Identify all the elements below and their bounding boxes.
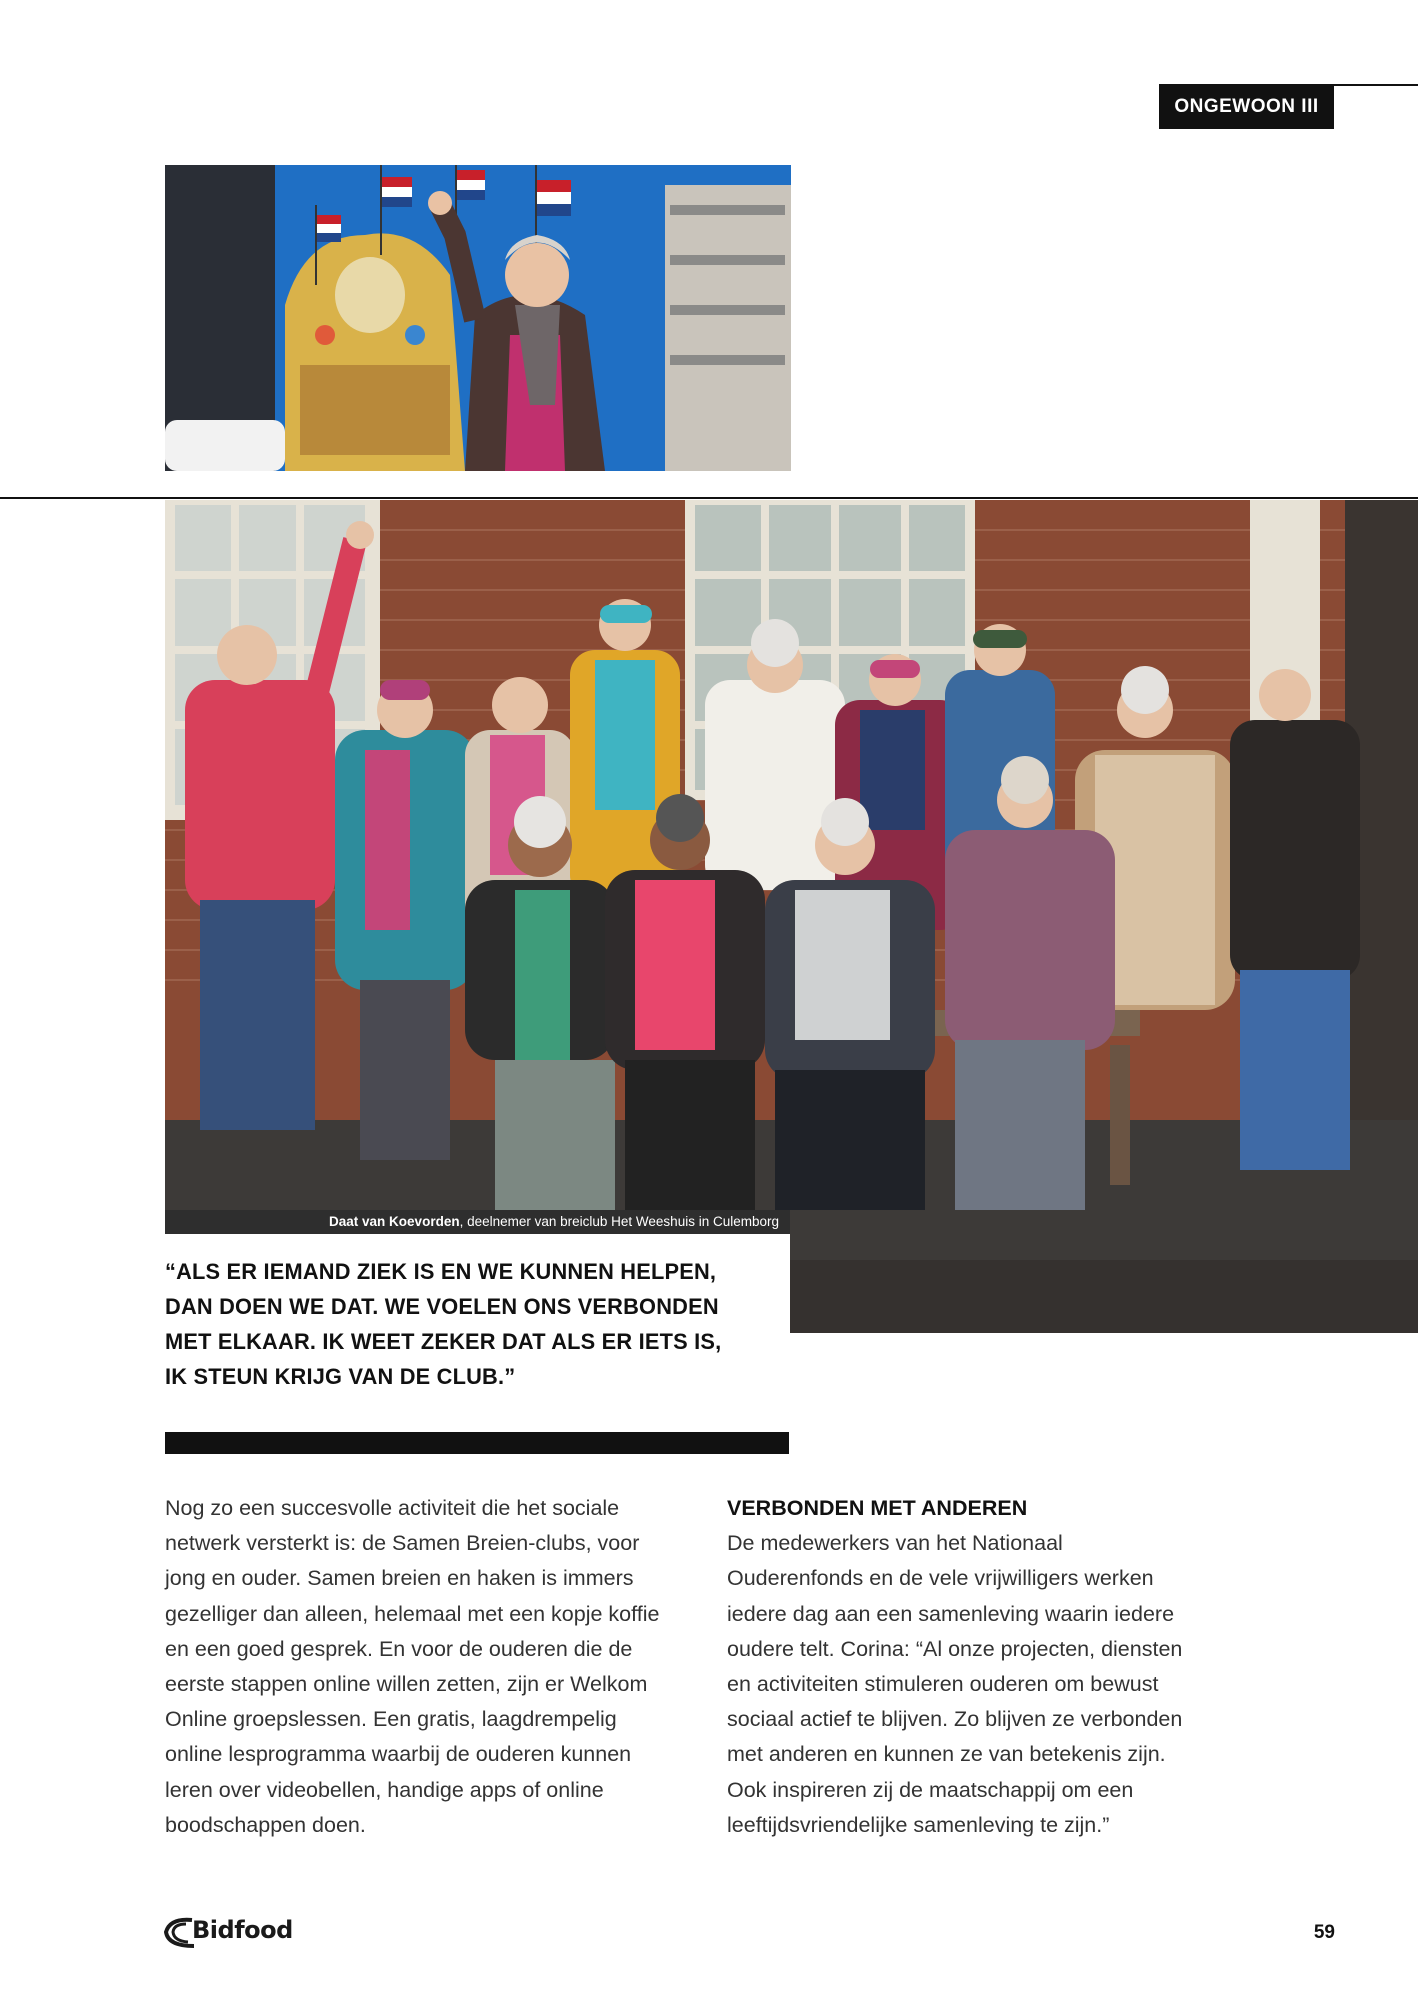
body-line: leeftijdsvriendelijke samenleving te zijn.” <box>727 1812 1110 1837</box>
body-line: online lesprogramma waarbij de ouderen kunnen <box>165 1742 632 1767</box>
logo-wordmark: Bidfood <box>192 1916 293 1944</box>
body-column-left <box>165 1491 695 1843</box>
body-line: eerste stappen online willen zetten, zijn er Welkom <box>165 1672 648 1697</box>
body-line: Ouderenfonds en de vele vrijwilligers werken <box>727 1566 1154 1591</box>
caption-name: Daat van Koevorden <box>329 1214 460 1229</box>
pull-quote-line: IK STEUN KRIJG VAN DE CLUB.” <box>165 1364 516 1389</box>
body-line: iedere dag aan een samenleving waarin iedere <box>727 1601 1175 1626</box>
pull-quote-line: MET ELKAAR. IK WEET ZEKER DAT ALS ER IETS IS, <box>165 1329 722 1354</box>
photo-knitting-club-group <box>165 500 1418 1333</box>
body-line: Ook inspireren zij de maatschappij om een <box>727 1777 1134 1802</box>
body-line: Nog zo een succesvolle activiteit die het sociale <box>165 1496 620 1520</box>
header-rule <box>1334 84 1418 86</box>
caption-description: , deelnemer van breiclub Het Weeshuis in Culemborg <box>459 1214 779 1229</box>
body-column-right <box>727 1491 1257 1843</box>
body-line: met anderen en kunnen ze van betekenis zijn. <box>727 1742 1166 1767</box>
body-line: gezelliger dan alleen, helemaal met een kopje koffie <box>165 1601 660 1626</box>
pull-quote-line: “ALS ER IEMAND ZIEK IS EN WE KUNNEN HELPEN, <box>165 1259 717 1284</box>
photo-organ-woman-waving <box>165 165 791 471</box>
body-line: jong en ouder. Samen breien en haken is immers <box>165 1566 634 1591</box>
body-line: oudere telt. Corina: “Al onze projecten, diensten <box>727 1636 1183 1661</box>
body-line: sociaal actief te blijven. Zo blijven ze verbonden <box>727 1707 1183 1732</box>
body-line: De medewerkers van het Nationaal <box>727 1531 1063 1556</box>
body-line: Online groepslessen. Een gratis, laagdrempelig <box>165 1707 617 1732</box>
body-line: boodschappen doen. <box>165 1812 366 1837</box>
divider-line <box>0 497 1418 499</box>
pull-quote-line: DAN DOEN WE DAT. WE VOELEN ONS VERBONDEN <box>165 1294 719 1319</box>
body-line: leren over videobellen, handige apps of online <box>165 1777 604 1802</box>
pull-quote <box>165 1254 765 1394</box>
body-line: netwerk versterkt is: de Samen Breien-clubs, voor <box>165 1531 640 1556</box>
section-heading: VERBONDEN MET ANDEREN <box>727 1496 1028 1520</box>
section-tag-label: ONGEWOON III <box>1174 95 1319 117</box>
photo-caption <box>165 1210 790 1234</box>
bidfood-logo <box>162 1912 292 1952</box>
body-line: en een goed gesprek. En voor de ouderen die de <box>165 1636 633 1661</box>
body-line: en activiteiten stimuleren ouderen om bewust <box>727 1672 1159 1697</box>
quote-underline-bar <box>165 1432 789 1454</box>
section-tag <box>1159 84 1334 129</box>
page-number: 59 <box>1313 1922 1335 1943</box>
